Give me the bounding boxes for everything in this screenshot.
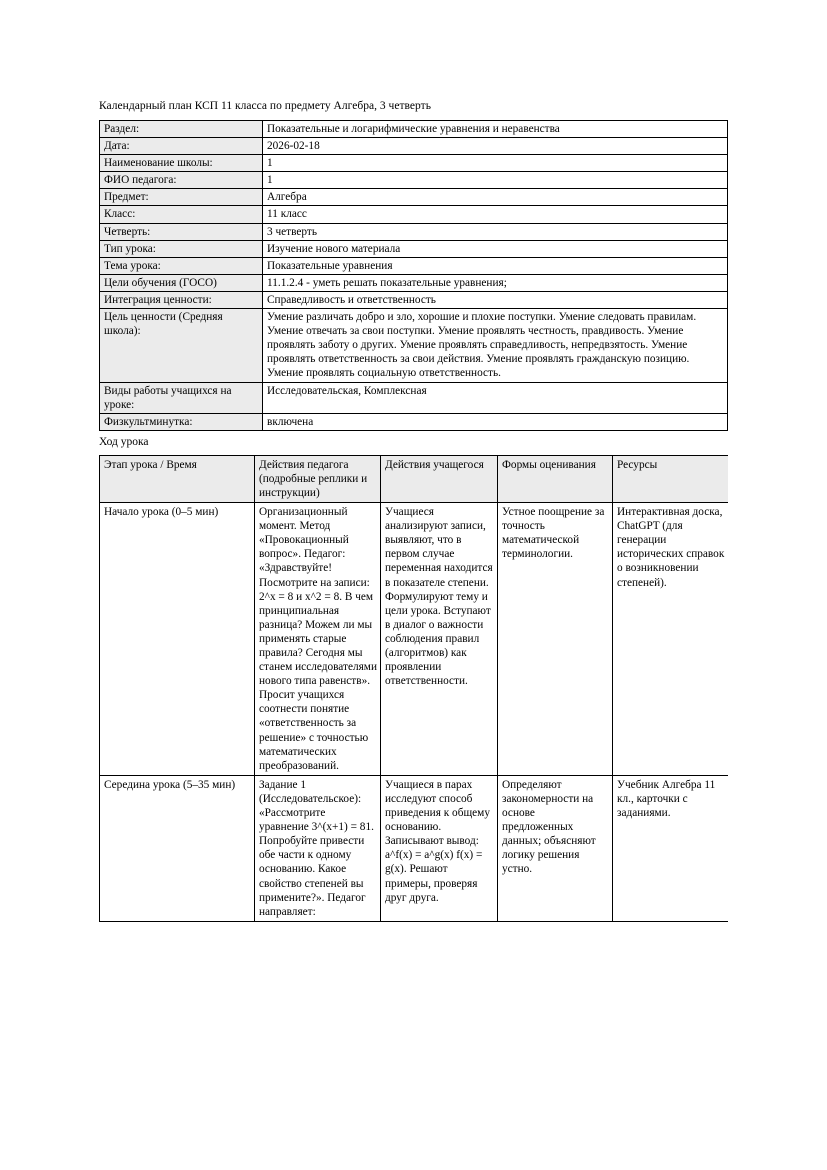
- info-label: Цели обучения (ГОСО): [100, 274, 263, 291]
- info-value: Исследовательская, Комплексная: [263, 382, 728, 413]
- info-value: Показательные уравнения: [263, 257, 728, 274]
- lesson-info-body: [100, 121, 728, 431]
- info-label: Физкультминутка:: [100, 413, 263, 430]
- table-row: [100, 121, 728, 138]
- cell-resources: Учебник Алгебра 11 кл., карточки с заданиями.: [613, 775, 729, 921]
- table-row: [100, 257, 728, 274]
- table-header-row: [100, 455, 729, 502]
- page-title: Календарный план КСП 11 класса по предмету Алгебра, 3 четверть: [99, 100, 431, 112]
- cell-teacher: Задание 1 (Исследовательское): «Рассмотрите уравнение 3^(x+1) = 81. Попробуйте привести обе части к одному основанию. Какое свойство степеней вы примените?». Педагог направляет:: [255, 775, 381, 921]
- column-header-assessment: Формы оценивания: [498, 455, 613, 502]
- info-value: включена: [263, 413, 728, 430]
- lesson-plan-clip: [99, 455, 728, 922]
- table-row: [100, 172, 728, 189]
- info-label: Предмет:: [100, 189, 263, 206]
- info-value: Изучение нового материала: [263, 240, 728, 257]
- cell-resources: Интерактивная доска, ChatGPT (для генерации исторических справок о возникновении степеней).: [613, 503, 729, 776]
- cell-student: Учащиеся анализируют записи, выявляют, что в первом случае переменная находится в показателе степени. Формулируют тему и цели урока. Вступают в диалог о важности соблюдения правил (алгоритмов) как проявлении ответственности.: [381, 503, 498, 776]
- table-row: [100, 503, 729, 776]
- document-content: [99, 99, 728, 922]
- table-row: [100, 189, 728, 206]
- lesson-plan-table: [99, 455, 728, 922]
- lesson-plan-header: [100, 455, 729, 502]
- info-label: Интеграция ценности:: [100, 291, 263, 308]
- cell-student: Учащиеся в парах исследуют способ приведения к общему основанию. Записывают вывод: a^f(x) = a^g(x) f(x) = g(x). Решают примеры, проверяя друг друга.: [381, 775, 498, 921]
- info-label: Четверть:: [100, 223, 263, 240]
- info-label: Дата:: [100, 138, 263, 155]
- info-value: 11 класс: [263, 206, 728, 223]
- info-label: Виды работы учащихся на уроке:: [100, 382, 263, 413]
- info-value: Алгебра: [263, 189, 728, 206]
- column-header-stage: Этап урока / Время: [100, 455, 255, 502]
- info-label: Наименование школы:: [100, 155, 263, 172]
- table-row: [100, 413, 728, 430]
- info-label: Раздел:: [100, 121, 263, 138]
- table-row: [100, 274, 728, 291]
- column-header-student: Действия учащегося: [381, 455, 498, 502]
- info-value: 3 четверть: [263, 223, 728, 240]
- info-label: Тема урока:: [100, 257, 263, 274]
- lesson-plan-body: [100, 503, 729, 922]
- cell-stage: Начало урока (0–5 мин): [100, 503, 255, 776]
- table-row: [100, 223, 728, 240]
- table-row: [100, 138, 728, 155]
- info-value: Показательные и логарифмические уравнения и неравенства: [263, 121, 728, 138]
- lesson-info-table: [99, 120, 728, 431]
- cell-assessment: Устное поощрение за точность математической терминологии.: [498, 503, 613, 776]
- table-row: [100, 206, 728, 223]
- info-value: Справедливость и ответственность: [263, 291, 728, 308]
- cell-stage: Середина урока (5–35 мин): [100, 775, 255, 921]
- info-value: 11.1.2.4 - уметь решать показательные уравнения;: [263, 274, 728, 291]
- info-value: Умение различать добро и зло, хорошие и плохие поступки. Умение следовать правилам. Умение отвечать за свои поступки. Умение проявлять честность, правдивость. Умение проявлять заботу о других. Умение проявлять справедливость, непредвзятость. Умение проявлять ответственность за свои действия. Умение проявлять гражданскую позицию. Умение проявлять социальную ответственность.: [263, 309, 728, 382]
- column-header-teacher: Действия педагога (подробные реплики и инструкции): [255, 455, 381, 502]
- lesson-flow-heading: Ход урока: [99, 435, 149, 448]
- table-row: [100, 309, 728, 382]
- cell-assessment: Определяют закономерности на основе предложенных данных; объясняют логику решения устно.: [498, 775, 613, 921]
- table-row: [100, 775, 729, 921]
- info-value: 1: [263, 155, 728, 172]
- column-header-resources: Ресурсы: [613, 455, 729, 502]
- info-label: ФИО педагога:: [100, 172, 263, 189]
- table-row: [100, 240, 728, 257]
- info-label: Класс:: [100, 206, 263, 223]
- info-value: 1: [263, 172, 728, 189]
- info-value: 2026-02-18: [263, 138, 728, 155]
- table-row: [100, 382, 728, 413]
- table-row: [100, 155, 728, 172]
- info-label: Цель ценности (Средняя школа):: [100, 309, 263, 382]
- cell-teacher: Организационный момент. Метод «Провокационный вопрос». Педагог: «Здравствуйте! Посмотрите на записи: 2^x = 8 и x^2 = 8. В чем принципиальная разница? Можем ли мы применять старые правила? Сегодня мы станем исследователями нового типа равенств». Просит учащихся соотнести понятие «ответственность за решение» с точностью математических преобразований.: [255, 503, 381, 776]
- info-label: Тип урока:: [100, 240, 263, 257]
- table-row: [100, 291, 728, 308]
